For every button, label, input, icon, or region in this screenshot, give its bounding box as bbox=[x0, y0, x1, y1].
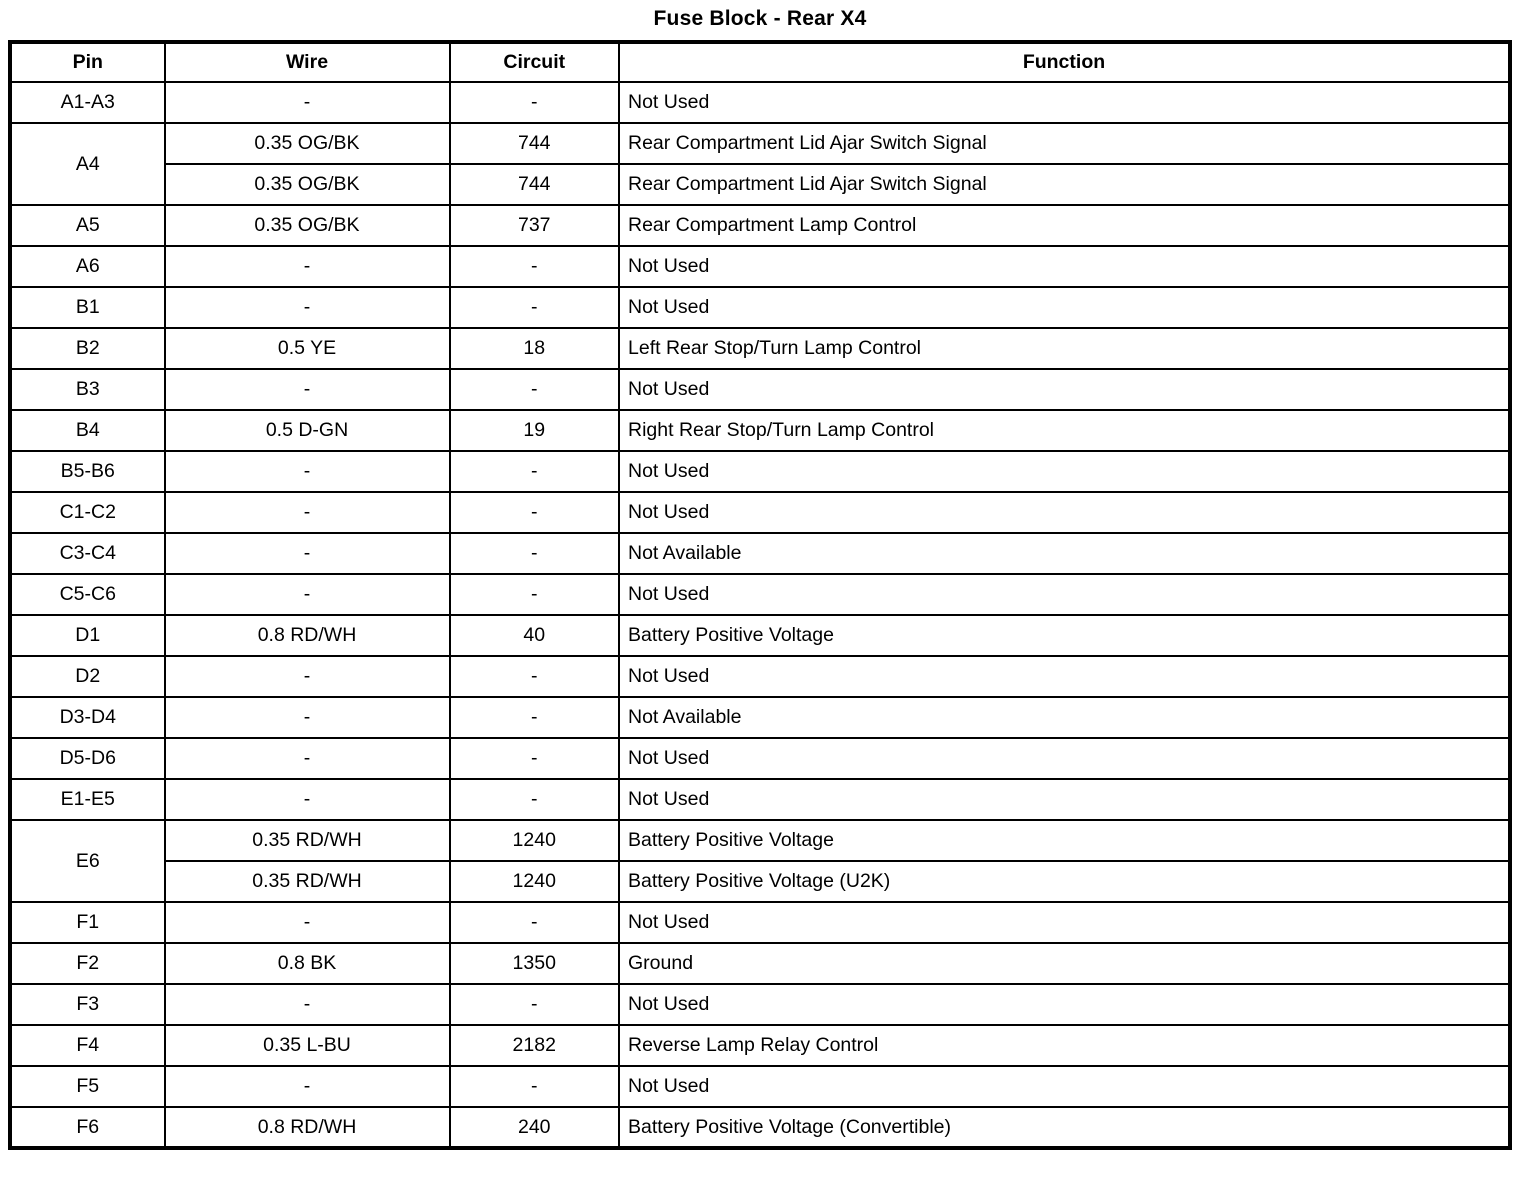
function-cell: Not Used bbox=[619, 656, 1510, 697]
table-row bbox=[10, 779, 1510, 820]
table-row bbox=[10, 492, 1510, 533]
table-row bbox=[10, 902, 1510, 943]
table-row bbox=[10, 861, 1510, 902]
page-title: Fuse Block - Rear X4 bbox=[653, 7, 867, 30]
table-row bbox=[10, 246, 1510, 287]
function-cell: Not Used bbox=[619, 492, 1510, 533]
table-row bbox=[10, 533, 1510, 574]
circuit-cell: - bbox=[450, 533, 620, 574]
wire-cell: - bbox=[165, 902, 450, 943]
circuit-cell: 744 bbox=[450, 123, 620, 164]
table-row bbox=[10, 123, 1510, 164]
function-cell: Not Available bbox=[619, 697, 1510, 738]
circuit-cell: - bbox=[450, 451, 620, 492]
function-cell: Reverse Lamp Relay Control bbox=[619, 1025, 1510, 1066]
circuit-cell: - bbox=[450, 287, 620, 328]
circuit-cell: - bbox=[450, 1066, 620, 1107]
wire-cell: - bbox=[165, 246, 450, 287]
table-row bbox=[10, 738, 1510, 779]
wire-cell: - bbox=[165, 451, 450, 492]
circuit-cell: - bbox=[450, 697, 620, 738]
wire-cell: - bbox=[165, 82, 450, 123]
pin-cell: C3-C4 bbox=[10, 533, 165, 574]
table-row bbox=[10, 451, 1510, 492]
function-cell: Not Used bbox=[619, 451, 1510, 492]
function-cell: Not Used bbox=[619, 902, 1510, 943]
table-row bbox=[10, 656, 1510, 697]
function-cell: Rear Compartment Lamp Control bbox=[619, 205, 1510, 246]
circuit-cell: 1350 bbox=[450, 943, 620, 984]
pin-cell: A4 bbox=[10, 123, 165, 205]
table-header-row bbox=[10, 42, 1510, 82]
column-header-circuit: Circuit bbox=[450, 42, 620, 82]
wire-cell: - bbox=[165, 369, 450, 410]
pin-cell: A1-A3 bbox=[10, 82, 165, 123]
wire-cell: 0.35 L-BU bbox=[165, 1025, 450, 1066]
pin-cell: B5-B6 bbox=[10, 451, 165, 492]
pin-cell: E1-E5 bbox=[10, 779, 165, 820]
function-cell: Battery Positive Voltage (U2K) bbox=[619, 861, 1510, 902]
function-cell: Battery Positive Voltage bbox=[619, 615, 1510, 656]
circuit-cell: - bbox=[450, 369, 620, 410]
table-row bbox=[10, 574, 1510, 615]
wire-cell: 0.35 RD/WH bbox=[165, 820, 450, 861]
table-row bbox=[10, 287, 1510, 328]
pin-cell: D3-D4 bbox=[10, 697, 165, 738]
table-row bbox=[10, 1066, 1510, 1107]
function-cell: Not Used bbox=[619, 82, 1510, 123]
function-cell: Not Used bbox=[619, 779, 1510, 820]
circuit-cell: - bbox=[450, 656, 620, 697]
wire-cell: 0.8 BK bbox=[165, 943, 450, 984]
circuit-cell: 240 bbox=[450, 1107, 620, 1148]
wire-cell: - bbox=[165, 656, 450, 697]
wire-cell: - bbox=[165, 287, 450, 328]
function-cell: Not Available bbox=[619, 533, 1510, 574]
column-header-pin: Pin bbox=[10, 42, 165, 82]
circuit-cell: - bbox=[450, 984, 620, 1025]
fuse-block-table bbox=[8, 40, 1512, 1150]
wire-cell: - bbox=[165, 533, 450, 574]
pin-cell: F1 bbox=[10, 902, 165, 943]
pin-cell: F5 bbox=[10, 1066, 165, 1107]
pin-cell: D2 bbox=[10, 656, 165, 697]
pin-cell: B2 bbox=[10, 328, 165, 369]
table-row bbox=[10, 1107, 1510, 1148]
wire-cell: 0.8 RD/WH bbox=[165, 615, 450, 656]
pin-cell: C1-C2 bbox=[10, 492, 165, 533]
table-row bbox=[10, 984, 1510, 1025]
circuit-cell: - bbox=[450, 82, 620, 123]
function-cell: Not Used bbox=[619, 369, 1510, 410]
circuit-cell: 737 bbox=[450, 205, 620, 246]
table-row bbox=[10, 615, 1510, 656]
circuit-cell: - bbox=[450, 492, 620, 533]
table-row bbox=[10, 943, 1510, 984]
function-cell: Not Used bbox=[619, 738, 1510, 779]
wire-cell: 0.35 OG/BK bbox=[165, 205, 450, 246]
table-row bbox=[10, 328, 1510, 369]
pin-cell: C5-C6 bbox=[10, 574, 165, 615]
wire-cell: 0.8 RD/WH bbox=[165, 1107, 450, 1148]
circuit-cell: 744 bbox=[450, 164, 620, 205]
circuit-cell: - bbox=[450, 902, 620, 943]
pin-cell: F4 bbox=[10, 1025, 165, 1066]
pin-cell: F3 bbox=[10, 984, 165, 1025]
function-cell: Not Used bbox=[619, 1066, 1510, 1107]
wire-cell: - bbox=[165, 697, 450, 738]
wire-cell: - bbox=[165, 492, 450, 533]
pin-cell: D1 bbox=[10, 615, 165, 656]
pin-cell: B4 bbox=[10, 410, 165, 451]
circuit-cell: 1240 bbox=[450, 861, 620, 902]
circuit-cell: - bbox=[450, 779, 620, 820]
function-cell: Ground bbox=[619, 943, 1510, 984]
table-row bbox=[10, 164, 1510, 205]
column-header-function: Function bbox=[619, 42, 1510, 82]
function-cell: Rear Compartment Lid Ajar Switch Signal bbox=[619, 164, 1510, 205]
circuit-cell: 18 bbox=[450, 328, 620, 369]
wire-cell: - bbox=[165, 779, 450, 820]
pin-cell: E6 bbox=[10, 820, 165, 902]
function-cell: Right Rear Stop/Turn Lamp Control bbox=[619, 410, 1510, 451]
pin-cell: A5 bbox=[10, 205, 165, 246]
wire-cell: 0.35 OG/BK bbox=[165, 123, 450, 164]
table-row bbox=[10, 410, 1510, 451]
table-row bbox=[10, 697, 1510, 738]
function-cell: Rear Compartment Lid Ajar Switch Signal bbox=[619, 123, 1510, 164]
wire-cell: 0.5 D-GN bbox=[165, 410, 450, 451]
wire-cell: - bbox=[165, 1066, 450, 1107]
pin-cell: D5-D6 bbox=[10, 738, 165, 779]
circuit-cell: - bbox=[450, 246, 620, 287]
pin-cell: F6 bbox=[10, 1107, 165, 1148]
circuit-cell: 40 bbox=[450, 615, 620, 656]
table-row bbox=[10, 82, 1510, 123]
function-cell: Battery Positive Voltage (Convertible) bbox=[619, 1107, 1510, 1148]
wire-cell: - bbox=[165, 984, 450, 1025]
wire-cell: - bbox=[165, 574, 450, 615]
pin-cell: B1 bbox=[10, 287, 165, 328]
circuit-cell: 2182 bbox=[450, 1025, 620, 1066]
circuit-cell: 1240 bbox=[450, 820, 620, 861]
function-cell: Left Rear Stop/Turn Lamp Control bbox=[619, 328, 1510, 369]
wire-cell: 0.5 YE bbox=[165, 328, 450, 369]
function-cell: Not Used bbox=[619, 574, 1510, 615]
pin-cell: A6 bbox=[10, 246, 165, 287]
function-cell: Not Used bbox=[619, 287, 1510, 328]
table-body bbox=[10, 82, 1510, 1148]
pin-cell: B3 bbox=[10, 369, 165, 410]
table-row bbox=[10, 369, 1510, 410]
table-row bbox=[10, 205, 1510, 246]
circuit-cell: - bbox=[450, 738, 620, 779]
circuit-cell: - bbox=[450, 574, 620, 615]
function-cell: Not Used bbox=[619, 984, 1510, 1025]
function-cell: Battery Positive Voltage bbox=[619, 820, 1510, 861]
wire-cell: 0.35 OG/BK bbox=[165, 164, 450, 205]
circuit-cell: 19 bbox=[450, 410, 620, 451]
wire-cell: - bbox=[165, 738, 450, 779]
wire-cell: 0.35 RD/WH bbox=[165, 861, 450, 902]
function-cell: Not Used bbox=[619, 246, 1510, 287]
table-row bbox=[10, 1025, 1510, 1066]
pin-cell: F2 bbox=[10, 943, 165, 984]
column-header-wire: Wire bbox=[165, 42, 450, 82]
table-row bbox=[10, 820, 1510, 861]
